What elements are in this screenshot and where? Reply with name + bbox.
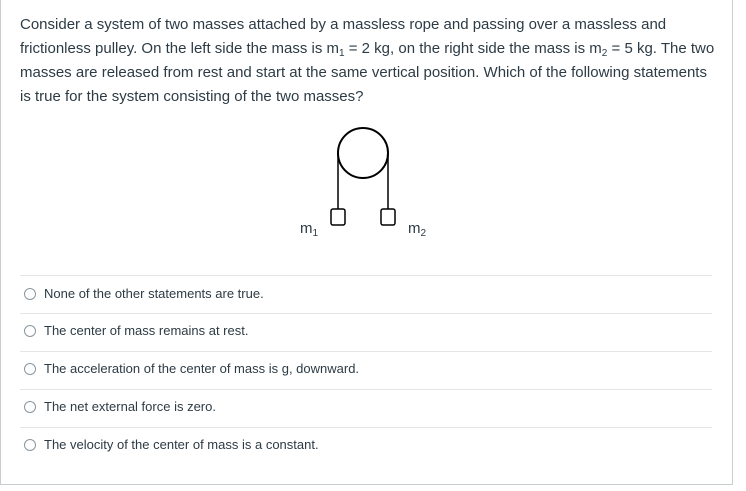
divider [20, 351, 712, 352]
right-mass-letter: m [408, 220, 421, 237]
subscript-2: 2 [601, 48, 608, 59]
right-mass-subscript: 2 [420, 228, 427, 239]
option-1[interactable] [24, 283, 704, 305]
right-mass-label [408, 220, 426, 237]
divider [20, 389, 712, 390]
radio-button[interactable] [24, 288, 36, 300]
option-2[interactable] [24, 320, 704, 342]
left-mass-subscript: 1 [312, 228, 319, 239]
question-text [20, 13, 720, 109]
pulley-diagram [290, 120, 450, 250]
option-label: None of the other statements are true. [44, 286, 264, 301]
divider [20, 427, 712, 428]
radio-button[interactable] [24, 325, 36, 337]
option-label: The acceleration of the center of mass is g, downward. [44, 361, 360, 376]
option-label: The net external force is zero. [44, 399, 216, 414]
divider [20, 313, 712, 314]
question-part-1: Consider a system of two masses attached by a massless rope and passing over a massless and frictionless pulley. On the left side the mass is m [20, 16, 667, 57]
option-label: The velocity of the center of mass is a constant. [44, 437, 319, 452]
left-mass-label [300, 220, 318, 237]
option-3[interactable] [24, 358, 704, 380]
radio-button[interactable] [24, 401, 36, 413]
question-part-2: = 2 kg, on the right side the mass is m [344, 40, 602, 57]
question-paragraph [20, 13, 720, 109]
option-4[interactable] [24, 396, 704, 418]
subscript-1: 1 [339, 48, 345, 59]
left-mass-block [331, 209, 345, 225]
option-label: The center of mass remains at rest. [44, 323, 249, 338]
pulley-wheel [338, 128, 388, 178]
question-part-3: = 5 kg. The two masses are released from rest and start at the same vertical position. Which of the following statements is true for the system consisting of the two masses? [20, 40, 715, 105]
right-mass-block [381, 209, 395, 225]
radio-button[interactable] [24, 439, 36, 451]
left-mass-letter: m [300, 220, 313, 237]
radio-button[interactable] [24, 363, 36, 375]
divider [20, 275, 712, 276]
option-5[interactable] [24, 434, 704, 456]
